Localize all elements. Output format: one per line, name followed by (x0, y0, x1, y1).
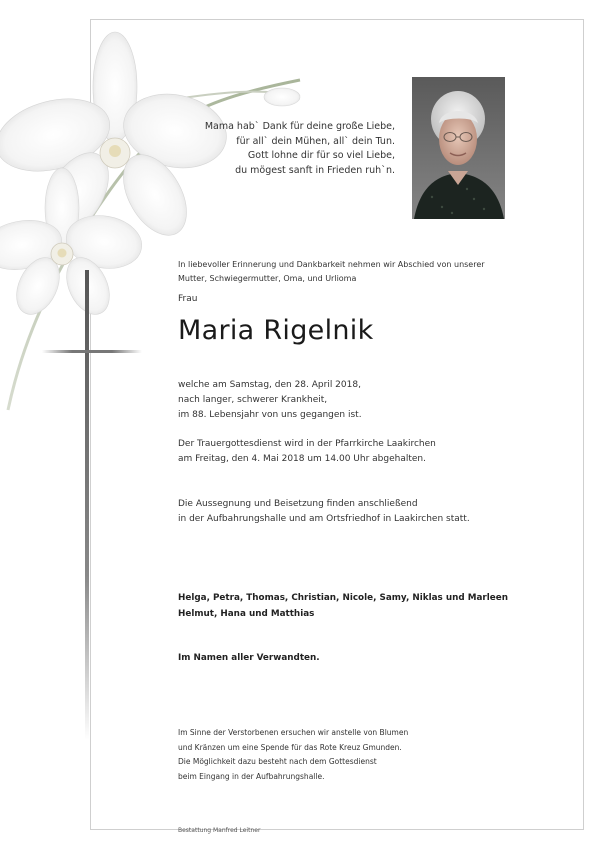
death-notice-line: welche am Samstag, den 28. April 2018, (178, 380, 361, 390)
service-line: Der Trauergottesdienst wird in der Pfarrkirche Laakirchen (178, 439, 436, 449)
family-members (178, 590, 508, 622)
donation-line: und Kränzen um eine Spende für das Rote Kreuz Gmunden. (178, 742, 402, 752)
death-notice-line: im 88. Lebensjahr von uns gegangen ist. (178, 410, 362, 420)
burial-line: in der Aufbahrungshalle und am Ortsfriedhof in Laakirchen statt. (178, 514, 470, 524)
burial-info (178, 497, 558, 527)
service-info (178, 437, 558, 467)
cross-vertical (85, 270, 89, 740)
verse-line: für all` dein Mühen, all` dein Tun. (236, 135, 395, 147)
burial-line: Die Aussegnung und Beisetzung finden anschließend (178, 499, 418, 509)
intro-text (178, 258, 538, 286)
funeral-home: Bestattung Manfred Leitner (178, 827, 261, 834)
donation-line: beim Eingang in der Aufbahrungshalle. (178, 771, 325, 781)
orchid-bud (264, 88, 300, 106)
salutation: Frau (178, 294, 198, 304)
death-notice (178, 378, 558, 423)
donation-request (178, 726, 408, 784)
intro-line: In liebevoller Erinnerung und Dankbarkeit nehmen wir Abschied von unserer (178, 260, 485, 269)
family-line: Helmut, Hana und Matthias (178, 609, 315, 619)
portrait-photo (412, 77, 505, 219)
intro-line: Mutter, Schwiegermutter, Oma, und Urlioma (178, 274, 357, 283)
donation-line: Die Möglichkeit dazu besteht nach dem Gottesdienst (178, 757, 377, 766)
deceased-name: Maria Rigelnik (178, 315, 374, 346)
service-line: am Freitag, den 4. Mai 2018 um 14.00 Uhr abgehalten. (178, 454, 426, 464)
verse-line: Mama hab` Dank für deine große Liebe, (204, 121, 395, 132)
death-notice-line: nach langer, schwerer Krankheit, (178, 395, 328, 405)
family-line: Helga, Petra, Thomas, Christian, Nicole, Samy, Niklas und Marleen (178, 593, 508, 603)
donation-line: Im Sinne der Verstorbenen ersuchen wir anstelle von Blumen (178, 728, 409, 737)
orchid-flower-lower (0, 168, 146, 321)
cross-horizontal (42, 350, 142, 353)
signoff: Im Namen aller Verwandten. (178, 653, 320, 663)
portrait-illustration (412, 77, 505, 219)
verse-line: Gott lohne dir für so viel Liebe, (247, 150, 395, 161)
verse-line: du mögest sanft in Frieden ruh`n. (235, 164, 395, 176)
memorial-verse (195, 120, 395, 178)
